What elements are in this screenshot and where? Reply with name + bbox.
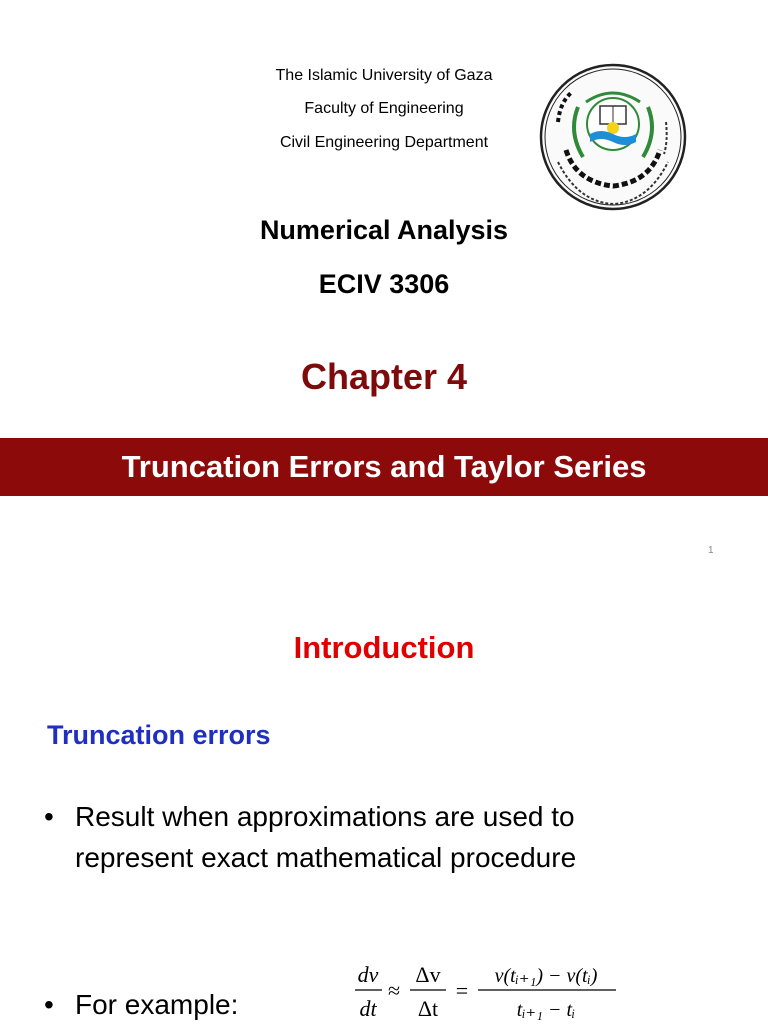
formula-mid-numerator: Δv: [415, 962, 441, 987]
course-title: Numerical Analysis: [259, 215, 509, 245]
institution-name: The Islamic University of Gaza: [275, 67, 493, 84]
bullet-dot-icon: •: [44, 801, 54, 832]
section-heading-introduction: Introduction: [293, 630, 475, 665]
bullet-1-line-1: Result when approximations are used to: [75, 801, 575, 832]
page-number: 1: [708, 545, 714, 556]
formula-rhs-denominator: tᵢ₊₁ − tᵢ: [516, 999, 576, 1021]
bullet-1-line-2: represent exact mathematical procedure: [75, 842, 577, 873]
course-code: ECIV 3306: [318, 269, 450, 299]
bullet-dot-icon: •: [44, 989, 54, 1020]
chapter-heading: Chapter 4: [300, 356, 468, 397]
banner-title: Truncation Errors and Taylor Series: [121, 449, 647, 484]
formula-mid-denominator: Δt: [417, 996, 439, 1021]
derivative-formula: [350, 956, 630, 1024]
subheading-truncation-errors: Truncation errors: [47, 720, 271, 750]
bullet-2-text: For example:: [75, 989, 239, 1020]
title-banner: [0, 438, 768, 496]
formula-lhs-numerator: dv: [357, 962, 379, 987]
faculty-name: Faculty of Engineering: [304, 100, 464, 117]
formula-approx-sign: ≈: [387, 978, 401, 1003]
formula-lhs-denominator: dt: [359, 996, 377, 1021]
university-seal-logo: [538, 62, 688, 212]
formula-equals-sign: =: [455, 978, 469, 1003]
department-name: Civil Engineering Department: [279, 134, 489, 151]
formula-rhs-numerator: v(tᵢ₊₁) − v(tᵢ): [494, 965, 598, 987]
